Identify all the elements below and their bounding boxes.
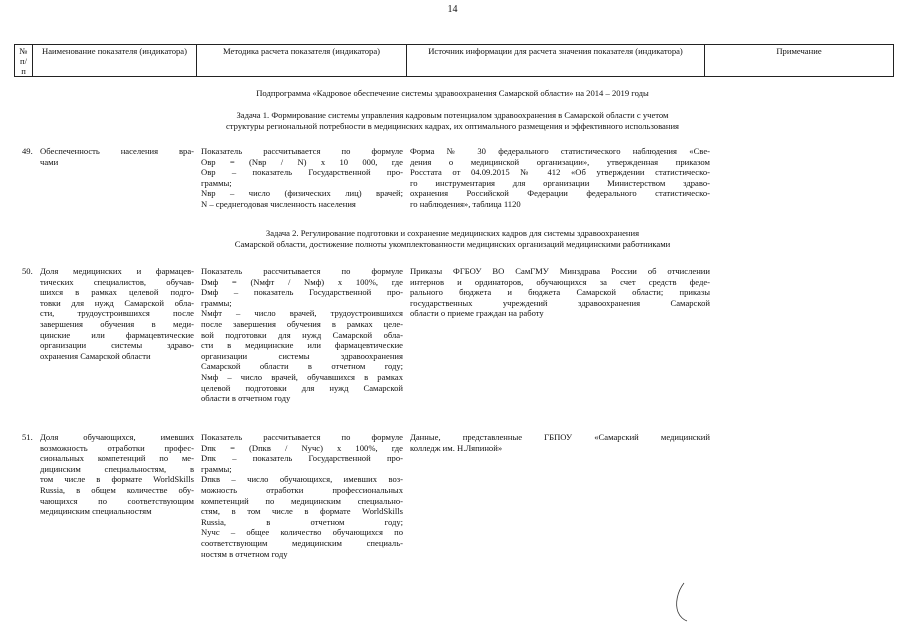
- text-line: граммы;: [201, 297, 232, 308]
- indicator-name: [40, 432, 194, 517]
- text-line: соответствующим медицинским специаль-: [201, 537, 403, 548]
- text-line: организации системы здраво-: [40, 340, 194, 351]
- text-line: области в отчетном году: [201, 393, 291, 404]
- row-number: 49.: [22, 146, 33, 156]
- text-line: Dмф = (Nмфт / Nмф) x 100%, где: [201, 276, 403, 287]
- task-2-line-2: Самарской области, достижение полноты укомплектованности медицинских организаций медицинскими работниками: [234, 238, 671, 249]
- text-line: области о приеме граждан на работу: [410, 308, 544, 319]
- text-line: сиональных компетенций по ме-: [40, 453, 194, 464]
- text-line: компетенций по медицинским специально-: [201, 495, 403, 506]
- indicator-name: [40, 146, 194, 167]
- text-line: дицинским специальностям, в: [40, 463, 194, 474]
- text-line: Самарской области в отчетном году;: [201, 361, 403, 372]
- subprogram-title: Подпрограмма «Кадровое обеспечение системы здравоохранения Самарской области» на 2014 – 2019 годы: [256, 88, 649, 98]
- text-line: Nмфт – число врачей, трудоустроившихся: [201, 308, 403, 319]
- text-line: Показатель рассчитывается по формуле: [201, 266, 403, 276]
- text-line: Данные, представленные ГБПОУ «Самарский медицинский: [410, 432, 710, 442]
- text-line: тических специалистов, обучав-: [40, 276, 194, 287]
- task-2: [0, 228, 905, 249]
- table-header: [14, 44, 894, 77]
- text-line: Oвр – показатель Государственной про-: [201, 167, 403, 178]
- header-method: Методика расчета показателя (индикатора): [197, 45, 407, 77]
- text-line: медицинским специальностям: [40, 506, 152, 517]
- calculation-method: [201, 146, 403, 210]
- information-source: [410, 432, 710, 453]
- text-line: Dпк – показатель Государственной про-: [201, 453, 403, 464]
- text-line: интернов и ординаторов, обучающихся за счет средств феде-: [410, 276, 710, 287]
- text-line: завершения обучения в меди-: [40, 318, 194, 329]
- header-note: Примечание: [705, 45, 894, 77]
- task-1-line-2: структуры региональной потребности в медицинских кадрах, их оптимального размещения и эффективного использования: [225, 120, 680, 131]
- task-1-line-1: Задача 1. Формирование системы управления кадровым потенциалом здравоохранения в Самарской области с учетом: [236, 110, 669, 120]
- text-line: Nучс – общее количество обучающихся по: [201, 527, 403, 538]
- information-source: [410, 146, 710, 210]
- text-line: дения о медицинской организации», утвержденная приказом: [410, 156, 710, 167]
- text-line: сти в медицинские или фармацевтические: [201, 340, 403, 351]
- text-line: Nвр – число (физических лиц) врачей;: [201, 188, 403, 199]
- text-line: организации системы здравоохранения: [201, 350, 403, 361]
- text-line: товки для нужд Самарской обла-: [40, 297, 194, 308]
- row-number: 50.: [22, 266, 33, 276]
- text-line: Доля медицинских и фармацев-: [40, 266, 194, 276]
- text-line: Обеспеченность населения вра-: [40, 146, 194, 156]
- text-line: Форма № 30 федерального статистического наблюдения «Све-: [410, 146, 710, 156]
- text-line: чами: [40, 156, 59, 167]
- text-line: Росстата от 04.09.2015 № 412 «Об утверждении статистическо-: [410, 167, 710, 178]
- page-number: 14: [447, 4, 458, 15]
- header-source: Источник информации для расчета значения показателя (индикатора): [407, 45, 705, 77]
- header-name: Наименование показателя (индикатора): [33, 45, 197, 77]
- text-line: охранения Российской Федерации федерального статистическо-: [410, 188, 710, 199]
- calculation-method: [201, 432, 403, 559]
- text-line: колледж им. Н.Ляпиной»: [410, 442, 503, 453]
- text-line: рального бюджета и бюджета Самарской области; приказы: [410, 287, 710, 298]
- text-line: Доля обучающихся, имевших: [40, 432, 194, 442]
- text-line: возможность отработки профес-: [40, 442, 194, 453]
- text-line: граммы;: [201, 463, 232, 474]
- text-line: чающихся по соответствующим: [40, 495, 194, 506]
- calculation-method: [201, 266, 403, 404]
- text-line: целевой подготовки для нужд Самарской: [201, 382, 403, 393]
- text-line: Приказы ФГБОУ ВО СамГМУ Минздрава России об отчислении: [410, 266, 710, 276]
- text-line: Nмф – число врачей, обучавшихся в рамках: [201, 371, 403, 382]
- text-line: ностям в отчетном году: [201, 548, 288, 559]
- text-line: охранения Самарской области: [40, 350, 151, 361]
- pen-mark: [672, 582, 690, 622]
- text-line: Dмф – показатель Государственной про-: [201, 287, 403, 298]
- text-line: шихся в рамках целевой подго-: [40, 287, 194, 298]
- text-line: после завершения обучения в рамках целе-: [201, 318, 403, 329]
- text-line: можность отработки профессиональных: [201, 484, 403, 495]
- text-line: Показатель рассчитывается по формуле: [201, 432, 403, 442]
- text-line: го инструментария для организации Министерством здраво-: [410, 177, 710, 188]
- text-line: N – среднегодовая численность населения: [201, 198, 356, 209]
- text-line: стям, в том числе в формате WorldSkills: [201, 506, 403, 517]
- text-line: граммы;: [201, 177, 232, 188]
- task-2-line-1: Задача 2. Регулирование подготовки и сохранение медицинских кадров для системы здравоохранения: [265, 228, 640, 238]
- text-line: Показатель рассчитывается по формуле: [201, 146, 403, 156]
- text-line: вой подготовки для нужд Самарской обла-: [201, 329, 403, 340]
- row-number: 51.: [22, 432, 33, 442]
- text-line: том числе в формате WorldSkills: [40, 474, 194, 485]
- text-line: цинские или фармацевтические: [40, 329, 194, 340]
- text-line: Russia, в общем количестве обу-: [40, 484, 194, 495]
- header-num: № п/п: [15, 45, 33, 77]
- text-line: государственных учреждений здравоохранения Самарской: [410, 297, 710, 308]
- text-line: сти, трудоустроившихся после: [40, 308, 194, 319]
- task-1: [0, 110, 905, 131]
- information-source: [410, 266, 710, 319]
- text-line: го наблюдения», таблица 1120: [410, 198, 521, 209]
- text-line: Dпкв – число обучающихся, имевших воз-: [201, 474, 403, 485]
- text-line: Oвр = (Nвр / N) x 10 000, где: [201, 156, 403, 167]
- text-line: Russia, в отчетном году;: [201, 516, 403, 527]
- indicator-name: [40, 266, 194, 361]
- text-line: Dпк = (Dпкв / Nучс) x 100%, где: [201, 442, 403, 453]
